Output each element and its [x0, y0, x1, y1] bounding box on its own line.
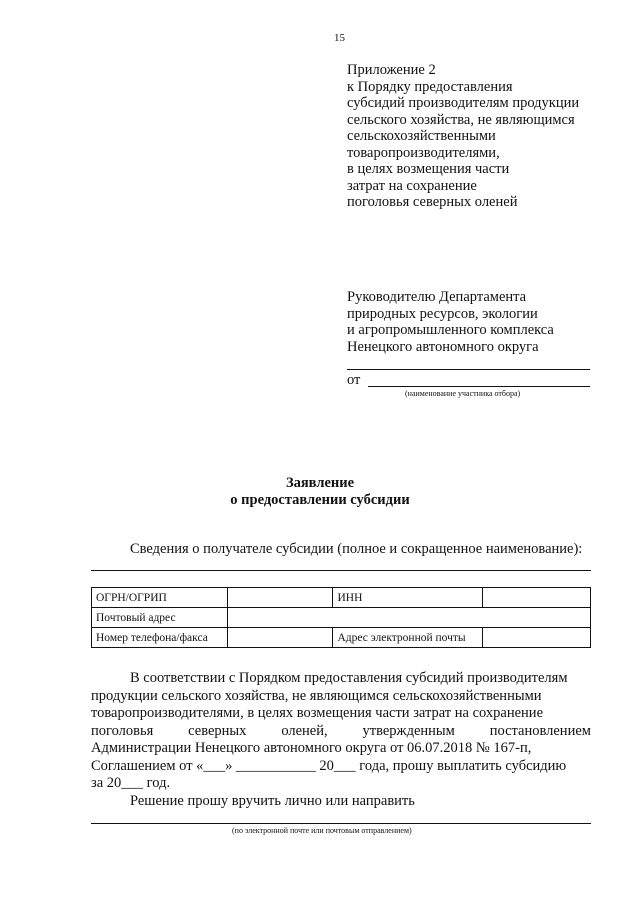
body-word: утвержденным	[362, 722, 455, 739]
body-line: Администрации Ненецкого автономного округа от 06.07.2018 № 167-п,	[91, 740, 532, 756]
addressee-line: Руководителю Департамента	[347, 289, 527, 305]
phone-fax-label: Номер телефона/факса	[92, 628, 228, 648]
appendix-line: Приложение 2	[347, 62, 436, 78]
inn-value-cell[interactable]	[483, 588, 591, 608]
body-line: товаропроизводителями, в целях возмещения части затрат на сохранение	[91, 705, 543, 721]
appendix-line: поголовья северных оленей	[347, 194, 518, 210]
ogrn-value-cell[interactable]	[227, 588, 333, 608]
email-value-cell[interactable]	[483, 628, 591, 648]
appendix-line: к Порядку предоставления	[347, 78, 513, 95]
appendix-line: в целях возмещения части	[347, 161, 510, 177]
delivery-method-field[interactable]	[91, 823, 591, 824]
postal-address-value-cell[interactable]	[227, 608, 590, 628]
table-row	[92, 608, 591, 628]
postal-address-label: Почтовый адрес	[92, 608, 228, 628]
appendix-line: сельского хозяйства, не являющимся	[347, 111, 575, 128]
addressee-line: природных ресурсов, экологии	[347, 305, 538, 322]
appendix-line: товаропроизводителями,	[347, 144, 500, 161]
addressee-blank-line[interactable]	[347, 369, 590, 370]
body-line: продукции сельского хозяйства, не являющимся сельскохозяйственными	[91, 687, 542, 704]
table-row	[92, 628, 591, 648]
addressee-block	[347, 289, 554, 355]
from-label: от	[347, 372, 361, 388]
ogrn-label: ОГРН/ОГРИП	[92, 588, 228, 608]
recipient-info-label: Сведения о получателе субсидии (полное и сокращенное наименование):	[130, 541, 583, 557]
addressee-line: Ненецкого автономного округа	[347, 338, 539, 355]
body-paragraph	[91, 670, 591, 810]
email-label: Адрес электронной почты	[333, 628, 483, 648]
inn-label: ИНН	[333, 588, 483, 608]
body-line: Соглашением от «___» ___________ 20___ года, прошу выплатить субсидию	[91, 757, 567, 774]
appendix-line: субсидий производителям продукции	[347, 95, 580, 111]
body-line: за 20___ год.	[91, 775, 171, 791]
page-number: 15	[334, 32, 345, 44]
body-word: оленей,	[281, 722, 328, 739]
body-word: поголовья	[91, 722, 154, 739]
body-line	[91, 723, 591, 741]
appendix-header	[347, 62, 579, 211]
appendix-line: сельскохозяйственными	[347, 128, 496, 144]
document-subtitle: о предоставлении субсидии	[230, 492, 410, 508]
addressee-line: и агропромышленного комплекса	[347, 322, 554, 338]
delivery-method-caption: (по электронной почте или почтовым отправлением)	[232, 826, 412, 835]
delivery-line: Решение прошу вручить лично или направить	[130, 792, 415, 809]
body-word: постановлением	[489, 722, 591, 739]
applicant-name-field[interactable]	[368, 386, 590, 387]
applicant-name-caption: (наименование участника отбора)	[405, 389, 521, 398]
table-row	[92, 588, 591, 608]
appendix-line: затрат на сохранение	[347, 177, 477, 194]
recipient-details-table	[91, 587, 591, 648]
phone-fax-value-cell[interactable]	[227, 628, 333, 648]
recipient-name-field[interactable]	[91, 570, 591, 571]
document-title: Заявление	[285, 475, 355, 491]
body-line: В соответствии с Порядком предоставления субсидий производителям	[130, 670, 568, 686]
body-word: северных	[188, 722, 247, 739]
